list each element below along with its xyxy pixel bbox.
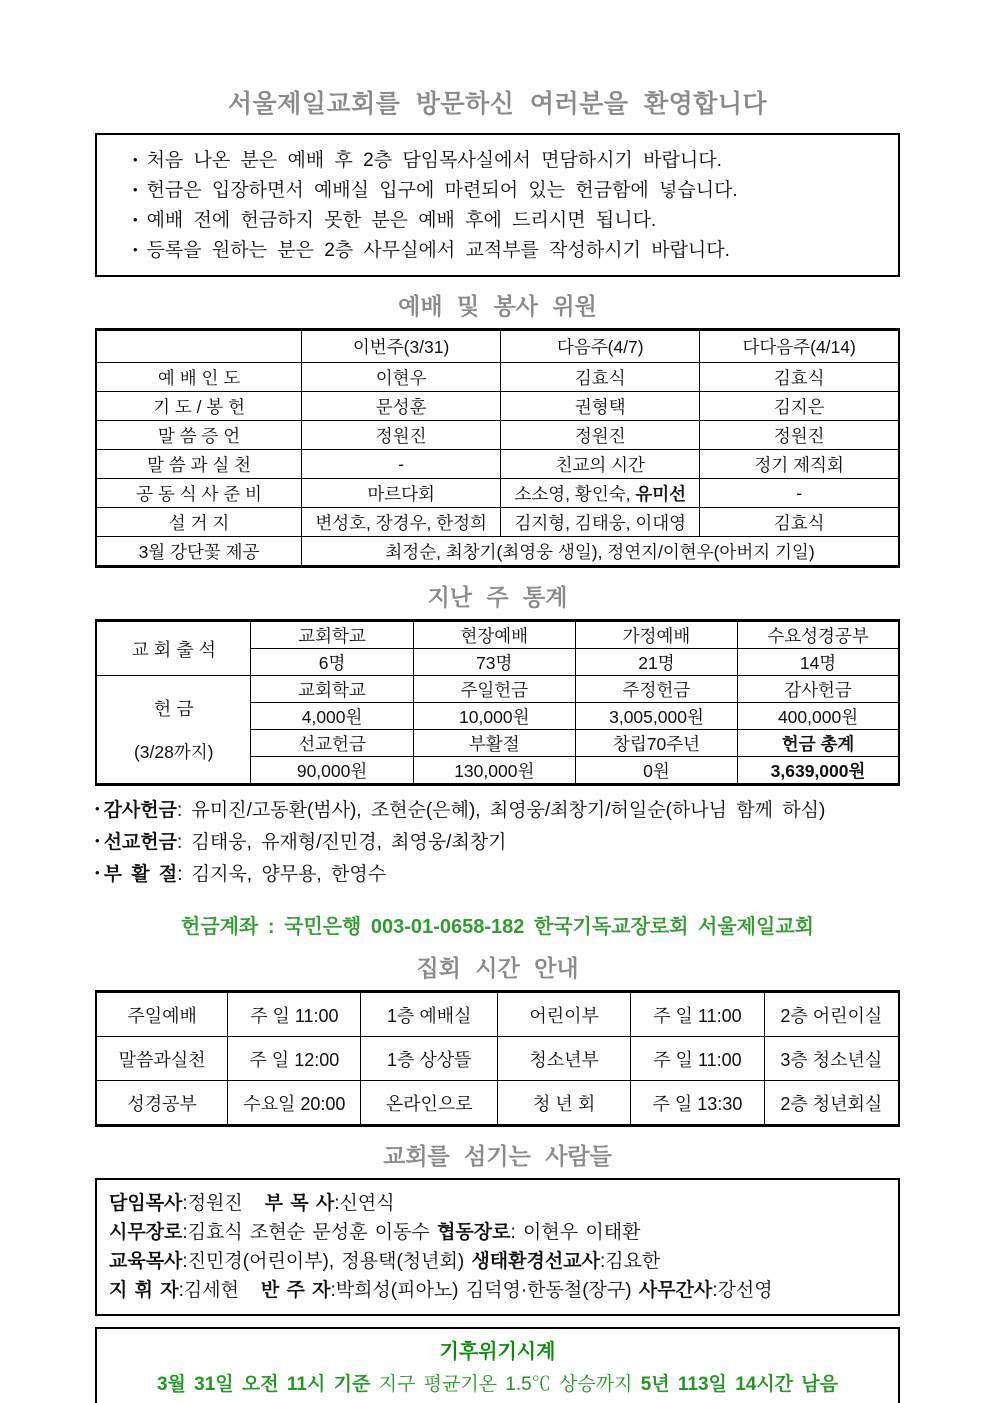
- text-segment: :신연식: [334, 1193, 395, 1214]
- welcome-item: [133, 205, 890, 235]
- offering-sublabel-text: (3/28까지): [133, 742, 214, 762]
- text-segment: :김요한: [599, 1251, 661, 1272]
- table-cell: 이현우: [302, 363, 501, 392]
- text-segment: 담임목사: [109, 1193, 183, 1214]
- table-cell: 1층 예배실: [361, 992, 498, 1037]
- text-segment: 지구 평균기온 1.5℃ 상승까지: [378, 1374, 641, 1395]
- text-segment: 지 휘 자: [109, 1280, 179, 1301]
- staff-line: [109, 1276, 886, 1305]
- table-header-cell: 교회학교: [251, 621, 413, 649]
- section-title-stats: 지난 주 통계: [427, 584, 568, 610]
- text-segment: 생태환경선교사: [471, 1251, 600, 1272]
- table-cell: 문성훈: [302, 392, 501, 421]
- text-segment: :김효식 조현순 문성훈 이동수: [182, 1222, 438, 1243]
- staff-line: [109, 1189, 886, 1218]
- staff-box: [95, 1178, 900, 1316]
- table-cell: 6명: [251, 649, 413, 676]
- table-cell: 변성호, 장경우, 한정희: [302, 508, 501, 537]
- table-row: [96, 1081, 899, 1126]
- table-header-cell: 교회학교: [251, 676, 413, 703]
- staff-line: [109, 1247, 886, 1276]
- table-header-cell: 감사헌금: [738, 676, 899, 703]
- bullet-icon: •: [95, 801, 100, 816]
- staff-line: [109, 1218, 886, 1247]
- table-cell: 김효식: [700, 508, 899, 537]
- welcome-item-text: 등록을 원하는 분은 2층 사무실에서 교적부를 작성하시기 바랍니다.: [146, 240, 730, 261]
- bullet-icon: •: [133, 152, 138, 167]
- text-segment: : 이현우 이태환: [510, 1222, 641, 1243]
- table-cell: 수요일 20:00: [228, 1081, 361, 1126]
- offering-label: [96, 676, 251, 785]
- table-cell: 권형택: [501, 392, 700, 421]
- table-cell: 3,005,000원: [575, 703, 737, 730]
- bullet-icon: •: [133, 242, 138, 257]
- table-cell: 정원진: [302, 421, 501, 450]
- table-row: [96, 508, 899, 537]
- row-label: 청소년부: [497, 1037, 630, 1081]
- table-cell: 2층 청년회실: [764, 1081, 899, 1126]
- table-cell: 2층 어린이실: [764, 992, 899, 1037]
- schedule-table: [95, 990, 900, 1127]
- table-header-cell: 부활절: [413, 730, 575, 757]
- table-row: [96, 421, 899, 450]
- text-segment: 부 목 사: [264, 1193, 335, 1214]
- attendance-label-text: 교 회 출 석: [131, 639, 217, 660]
- table-cell: 73명: [413, 649, 575, 676]
- bullet-icon: •: [133, 212, 138, 227]
- table-cell: 3,639,000원: [738, 757, 899, 785]
- bullet-icon: •: [95, 865, 100, 880]
- table-cell: 0원: [575, 757, 737, 785]
- section-title-committee: 예배 및 봉사 위원: [398, 293, 597, 319]
- table-header-cell: 다다음주(4/14): [700, 330, 899, 363]
- table-row: [96, 676, 899, 703]
- row-label: 3월 강단꽃 제공: [96, 537, 302, 567]
- text-segment: :진민경(어린이부), 정용택(청년회): [182, 1251, 472, 1272]
- text-segment: 부 활 절: [103, 864, 178, 885]
- note-item: [95, 826, 900, 858]
- table-cell: 김효식: [700, 363, 899, 392]
- text-segment: 협동장로: [437, 1222, 511, 1243]
- table-cell: 김지형, 김태웅, 이대영: [501, 508, 700, 537]
- attendance-label: [96, 621, 251, 676]
- table-cell: 3층 청소년실: [764, 1037, 899, 1081]
- table-cell: 정기 제직회: [700, 450, 899, 479]
- text-segment: : 유미진/고동환(범사), 조현순(은혜), 최영웅/최창기/허일순(하나님 함께 하심): [176, 800, 826, 821]
- table-header-cell: 수요성경공부: [738, 621, 899, 649]
- table-row: [96, 363, 899, 392]
- table-cell: -: [700, 479, 899, 508]
- table-header-cell: 주일헌금: [413, 676, 575, 703]
- note-item: [95, 858, 900, 890]
- text-segment: :정원진: [182, 1193, 265, 1214]
- table-header-cell: 다음주(4/7): [501, 330, 700, 363]
- welcome-item: [133, 235, 890, 265]
- table-cell: 주 일 12:00: [228, 1037, 361, 1081]
- table-cell: 마르다회: [302, 479, 501, 508]
- bullet-icon: •: [133, 182, 138, 197]
- text-segment: : 김지욱, 양무용, 한영수: [177, 864, 387, 885]
- welcome-item: [133, 145, 890, 175]
- note-item: [95, 794, 900, 826]
- text-segment: 반 주 자: [260, 1280, 331, 1301]
- table-cell: [501, 479, 700, 508]
- note-text: [104, 800, 826, 821]
- offering-label-text: 헌 금: [153, 699, 194, 719]
- table-header-cell: 가정예배: [575, 621, 737, 649]
- text-segment: : 김태웅, 유재형/진민경, 최영웅/최창기: [176, 832, 507, 853]
- table-header-cell: [96, 330, 302, 363]
- table-cell: 400,000원: [738, 703, 899, 730]
- welcome-item-text: 처음 나온 분은 예배 후 2층 담임목사실에서 면담하시기 바랍니다.: [146, 150, 722, 171]
- text-segment: 사무간사: [638, 1280, 713, 1301]
- table-cell: 14명: [738, 649, 899, 676]
- account-line: 헌금계좌 : 국민은행 003-01-0658-182 한국기독교장로회 서울제일교회: [181, 916, 814, 938]
- table-row: [96, 621, 899, 649]
- row-label: 말 씀 과 실 천: [96, 450, 302, 479]
- row-label: 공 동 식 사 준 비: [96, 479, 302, 508]
- note-text: [104, 864, 386, 885]
- table-cell: 김지은: [700, 392, 899, 421]
- text-segment: :김세현: [178, 1280, 261, 1301]
- table-row: [96, 479, 899, 508]
- table-cell: 온라인으로: [361, 1081, 498, 1126]
- table-row: [96, 1037, 899, 1081]
- row-label: 설 거 지: [96, 508, 302, 537]
- text-segment: :박희성(피아노) 김덕영·한동철(장구): [330, 1280, 639, 1301]
- table-header-cell: 이번주(3/31): [302, 330, 501, 363]
- text-segment: 5년 113일 14시간 남음: [640, 1374, 839, 1395]
- row-label: 성경공부: [96, 1081, 228, 1126]
- welcome-item-text: 헌금은 입장하면서 예배실 입구에 마련되어 있는 헌금함에 넣습니다.: [146, 180, 738, 201]
- table-row: [96, 450, 899, 479]
- table-header-cell: 창립70주년: [575, 730, 737, 757]
- section-title-schedule: 집회 시간 안내: [416, 955, 579, 981]
- welcome-item: [133, 175, 890, 205]
- row-label: 기 도 / 봉 헌: [96, 392, 302, 421]
- table-cell: 주 일 11:00: [631, 992, 764, 1037]
- climate-clock-line: [105, 1369, 890, 1396]
- table-header-cell: 주정헌금: [575, 676, 737, 703]
- bullet-icon: •: [95, 833, 100, 848]
- table-header-cell: 헌금 총계: [738, 730, 899, 757]
- stats-table: [95, 619, 900, 786]
- table-cell: -: [302, 450, 501, 479]
- offering-notes: [95, 794, 900, 890]
- table-cell: 130,000원: [413, 757, 575, 785]
- table-cell: 친교의 시간: [501, 450, 700, 479]
- page-title: 서울제일교회를 방문하신 여러분을 환영합니다: [227, 90, 768, 118]
- row-label: 말 씀 증 언: [96, 421, 302, 450]
- table-cell: 김효식: [501, 363, 700, 392]
- row-label: 예 배 인 도: [96, 363, 302, 392]
- note-text: [104, 832, 507, 853]
- table-cell: 주 일 11:00: [228, 992, 361, 1037]
- row-label: 말씀과실천: [96, 1037, 228, 1081]
- table-row: [96, 392, 899, 421]
- table-cell: 정원진: [700, 421, 899, 450]
- table-row: [96, 992, 899, 1037]
- row-label: 어린이부: [497, 992, 630, 1037]
- text-segment: :강선영: [712, 1280, 773, 1301]
- text-segment: 유미선: [635, 483, 687, 504]
- table-cell: 21명: [575, 649, 737, 676]
- table-header-cell: 선교헌금: [251, 730, 413, 757]
- table-cell: 주 일 13:30: [631, 1081, 764, 1126]
- climate-clock-box: [95, 1327, 900, 1403]
- section-title-staff: 교회를 섬기는 사람들: [383, 1143, 612, 1169]
- text-segment: 선교헌금: [103, 832, 177, 853]
- table-cell: 1층 상상뜰: [361, 1037, 498, 1081]
- table-cell: 정원진: [501, 421, 700, 450]
- text-segment: 교육목사: [109, 1251, 183, 1272]
- text-segment: 3월 31일 오전 11시 기준: [156, 1374, 379, 1395]
- table-cell: 주 일 11:00: [631, 1037, 764, 1081]
- text-segment: 감사헌금: [103, 800, 177, 821]
- table-cell: 10,000원: [413, 703, 575, 730]
- row-label: 청 년 회: [497, 1081, 630, 1126]
- table-cell: 최정순, 최창기(최영웅 생일), 정연지/이현우(아버지 기일): [302, 537, 899, 567]
- text-segment: 소소영, 황인숙,: [514, 483, 636, 504]
- committee-table: [95, 328, 900, 568]
- text-segment: 시무장로: [109, 1222, 183, 1243]
- table-cell: 90,000원: [251, 757, 413, 785]
- table-row: [96, 330, 899, 363]
- row-label: 주일예배: [96, 992, 228, 1037]
- table-header-cell: 현장예배: [413, 621, 575, 649]
- climate-clock-title: 기후위기시계: [439, 1341, 556, 1363]
- table-cell: 4,000원: [251, 703, 413, 730]
- welcome-box: [95, 133, 900, 277]
- welcome-item-text: 예배 전에 헌금하지 못한 분은 예배 후에 드리시면 됩니다.: [146, 210, 657, 231]
- table-row: [96, 537, 899, 567]
